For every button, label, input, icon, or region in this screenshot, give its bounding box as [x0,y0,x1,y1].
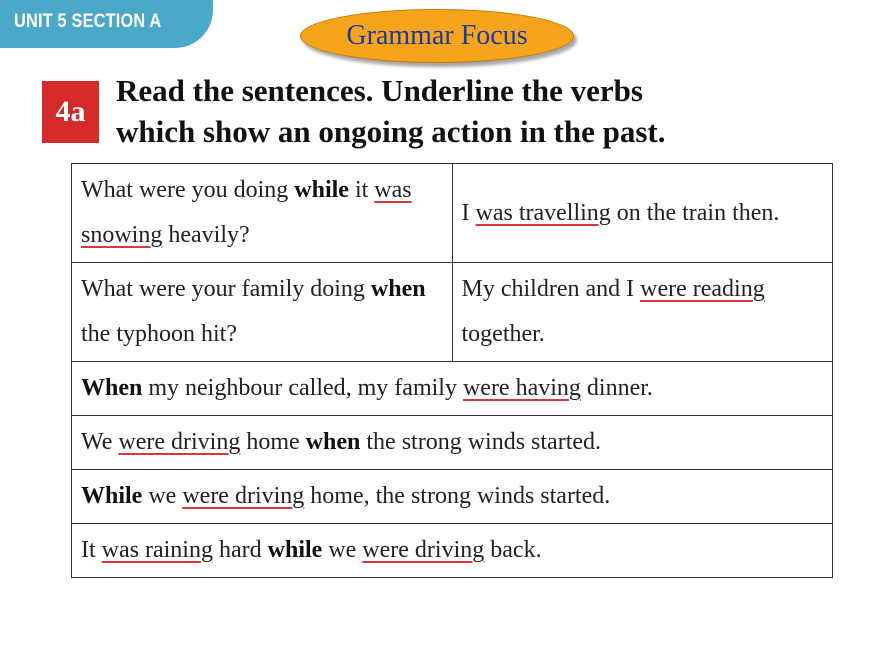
table-cell [72,416,833,470]
sentence-text: We [81,429,119,455]
past-continuous-verb: were driving [118,429,241,455]
table-row [72,416,833,470]
unit-label: UNIT 5 SECTION A [14,11,162,32]
conjunction-keyword: when [370,276,426,302]
table-row [72,164,833,263]
grammar-focus-title: Grammar Focus [346,20,528,51]
conjunction-keyword: while [267,537,323,563]
unit-tab [0,0,213,48]
sentence-text: hard [212,537,268,563]
table-row [72,524,833,578]
sentence-text: we [142,483,183,509]
table-row [72,470,833,524]
table-cell [72,524,833,578]
grammar-focus-badge [300,9,574,63]
task-number-badge [42,81,99,143]
table-row [72,362,833,416]
conjunction-keyword: when [305,429,361,455]
sentence [81,528,824,573]
sentence [462,267,825,357]
sentence-text: heavily? [162,222,250,248]
sentence [81,366,824,411]
sentence [81,168,444,258]
sentence-text: it [348,177,375,203]
sentence-text: I [461,199,476,226]
task-number: 4a [55,95,86,128]
table-cell [452,164,833,263]
sentence-text: the typhoon hit? [81,321,237,347]
conjunction-keyword: while [294,177,349,203]
sentence [81,420,824,465]
sentence-text: the strong winds started. [360,429,602,455]
instruction-line-2: which show an ongoing action in the past. [116,114,666,149]
past-continuous-verb: was travelling [475,199,611,226]
table-row [72,263,833,362]
past-continuous-verb: were having [462,375,581,401]
table-cell [72,470,833,524]
sentence-text: What were you doing [81,177,295,203]
table-cell [72,263,453,362]
sentence [462,191,825,236]
past-continuous-verb: was raining [101,537,213,563]
sentence-text: home [240,429,306,455]
sentence-text: on the train then. [610,199,780,226]
sentence-text: My children and I [461,276,641,302]
conjunction-keyword: When [81,375,143,401]
past-continuous-verb: were reading [640,276,765,302]
task-instruction [116,70,856,152]
past-continuous-verb: was snowing [81,177,412,248]
instruction-line-1: Read the sentences. Underline the verbs [116,73,643,108]
sentence-text: we [322,537,363,563]
sentence-text: home, the strong winds started. [304,483,611,509]
sentence-text: back. [484,537,542,563]
sentence [81,474,824,519]
sentence-text: together. [461,321,545,347]
sentence-text: dinner. [580,375,653,401]
sentence [81,267,444,357]
table-cell [72,164,453,263]
grammar-table [71,163,833,578]
past-continuous-verb: were driving [362,537,485,563]
sentence-text: It [81,537,102,563]
conjunction-keyword: While [81,483,143,509]
table-cell [72,362,833,416]
past-continuous-verb: were driving [182,483,305,509]
sentence-text: my neighbour called, my family [142,375,463,401]
sentence-text: What were your family doing [81,276,371,302]
table-cell [452,263,833,362]
